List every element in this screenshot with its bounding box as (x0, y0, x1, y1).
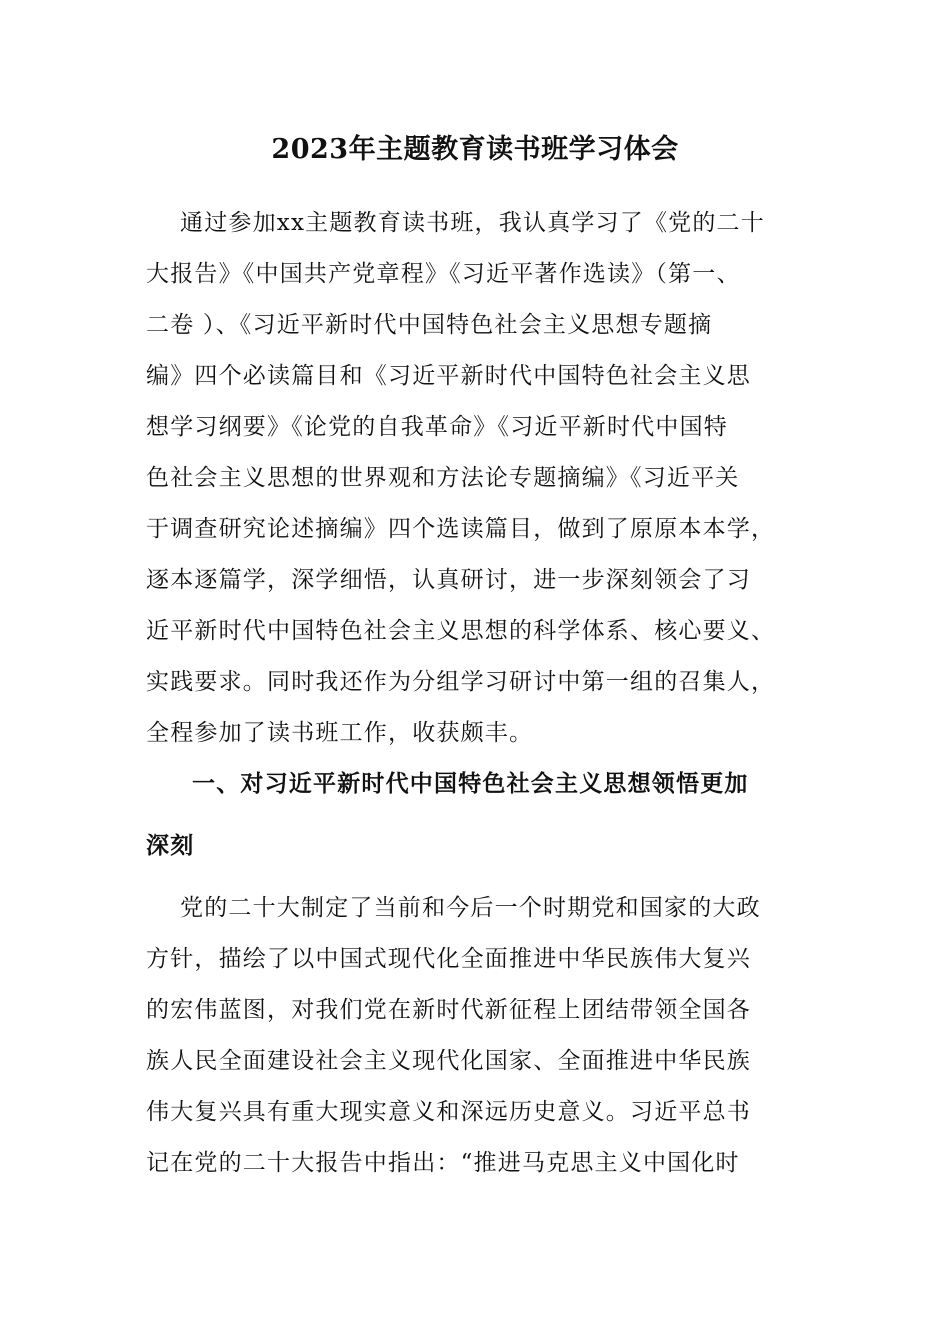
paragraph-line: 党的二十大制定了当前和今后一个时期党和国家的大政 (180, 895, 761, 921)
paragraph-line: 族人民全面建设社会主义现代化国家、全面推进中华民族 (146, 1048, 751, 1074)
paragraph-line: 逐本逐篇学，深学细悟，认真研讨，进一步深刻领会了习 (146, 567, 751, 593)
paragraph-line: 于调查研究论述摘编》四个选读篇目，做到了原原本本学， (146, 516, 776, 542)
paragraph-line: 想学习纲要》《论党的自我革命》《习近平新时代中国特 (146, 414, 728, 440)
paragraph-line: 通过参加xx主题教育读书班，我认真学习了《党的二十 (180, 210, 765, 236)
paragraph-line: 编》四个必读篇目和《习近平新时代中国特色社会主义思 (146, 363, 751, 389)
paragraph-line: 大报告》《中国共产党章程》《习近平著作选读》（第一、 (146, 261, 741, 287)
section-heading: 深刻 (146, 833, 195, 859)
paragraph-line: 色社会主义思想的世界观和方法论专题摘编》《习近平关 (146, 465, 740, 491)
paragraph-line: 记在党的二十大报告中指出：“推进马克思主义中国化时 (146, 1150, 740, 1176)
paragraph-line: 方针，描绘了以中国式现代化全面推进中华民族伟大复兴 (146, 946, 751, 972)
paragraph-line: 伟大复兴具有重大现实意义和深远历史意义。习近平总书 (146, 1099, 751, 1125)
paragraph-line: 实践要求。同时我还作为分组学习研讨中第一组的召集人， (146, 669, 776, 695)
paragraph-line: 近平新时代中国特色社会主义思想的科学体系、核心要义、 (146, 618, 776, 644)
paragraph-line: 全程参加了读书班工作，收获颇丰。 (146, 720, 534, 746)
paragraph-line: 的宏伟蓝图，对我们党在新时代新征程上团结带领全国各 (146, 997, 751, 1023)
paragraph-line: 二卷 ）、《习近平新时代中国特色社会主义思想专题摘 (146, 312, 713, 338)
document-title: 2023年主题教育读书班学习体会 (271, 134, 679, 165)
section-heading: 一、对习近平新时代中国特色社会主义思想领悟更加 (192, 771, 749, 797)
